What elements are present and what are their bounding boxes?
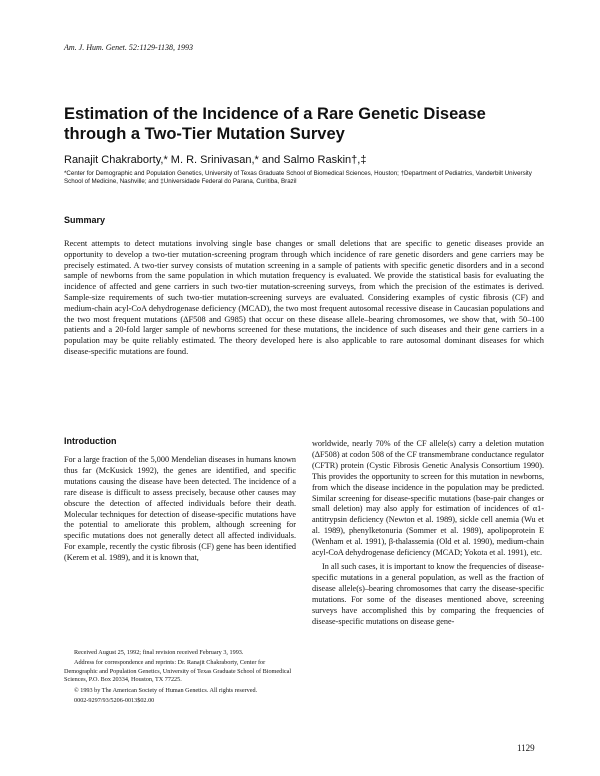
footnote-copyright: © 1993 by The American Society of Human Genetics. All rights reserved. <box>74 686 258 694</box>
footnote-received: Received August 25, 1992; final revision received February 3, 1993. <box>74 649 244 656</box>
intro-paragraph-2: In all such cases, it is important to know the frequencies of disease-specific mutations in a general population, as well as the fraction of disease allele(s)–bearing chromosomes that carry the disease-specific mutations. For some of the diseases mentioned above, screening surveys have accomplished this by comparing the frequencies of disease-specific mutations on disease gene- <box>312 561 544 626</box>
journal-citation: Am. J. Hum. Genet. 52:1129-1138, 1993 <box>64 43 194 52</box>
intro-paragraph-1: worldwide, nearly 70% of the CF allele(s) carry a deletion mutation (ΔF508) at codon 508 of the CF transmembrane conductance regulator (CFTR) protein (Cystic Fibrosis Genetic Analysis Consortium 1990). This provides the opportunity to screen for this mutation in newborns, from which the disease incidence in the population may be predicted. Similar screening for disease-specific mutations (base-pair changes or small deletion) may also apply for estimation of incidences of α1-antitrypsin deficiency (Newton et al. 1989), sickle cell anemia (Wu et al. 1989), phenylketonuria (Sommer et al. 1989), apolipoprotein E (Wenham et al. 1991), β-thalassemia (Old et al. 1990), medium-chain acyl-CoA dehydrogenase deficiency (MCAD; Yokota et al. 1991), etc. <box>312 439 544 558</box>
introduction-left-column: For a large fraction of the 5,000 Mendelian diseases in humans known thus far (McKusick 1992), the genes are identified, and specific mutations causing the disease have been detected. The incidence of a rare disease is difficult to assess precisely, because other causes may obscure the detection of affected individuals before their death. Molecular techniques for detection of disease-specific mutations have the potential to ameliorate this problem, although screening for specific mutations does not generally detect all affected individuals. For example, recently the cystic fibrosis (CF) gene has been identified (Kerem et al. 1989), and it is known that, <box>64 455 296 563</box>
article-title: Estimation of the Incidence of a Rare Genetic Disease through a Two-Tier Mutation Survey <box>64 105 486 143</box>
footnotes <box>64 649 296 707</box>
introduction-heading: Introduction <box>64 436 117 446</box>
introduction-right-column <box>312 439 544 627</box>
footnote-issn: 0002-9297/93/5206-0013$02.00 <box>74 697 155 705</box>
footnote-address: Address for correspondence and reprints: Dr. Ranajit Chakraborty, Center for Demographic and Population Genetics, University of Texas Graduate School of Biomedical Sciences, P.O. Box 20334, Houston, TX 77225. <box>64 659 292 684</box>
summary-heading: Summary <box>64 215 106 225</box>
author-affiliations: *Center for Demographic and Population Genetics, University of Texas Graduate School of Biomedical Sciences, Houston; †Department of Pediatrics, Vanderbilt University School of Medicine, Nashville; and ‡Universidade Federal do Parana, Curitiba, Brazil <box>64 170 532 185</box>
summary-text: Recent attempts to detect mutations involving single base changes or small deletions that are specific to genetic diseases provide an opportunity to develop a two-tier mutation-screening program through which incidence of rare genetic disorders and gene carriers may be precisely estimated. A two-tier survey consists of mutation screening in a sample of patients with specific genetic disorders and in a second sample of newborns from the same population in which mutation frequency is evaluated. We provide the statistical basis for evaluating the incidence of affected and gene carriers in such two-tier mutation-screening surveys, from which the precision of the estimates is derived. Sample-size requirements of such two-tier mutation-screening surveys are evaluated. Considering examples of cystic fibrosis (CF) and medium-chain acyl-CoA dehydrogenase deficiency (MCAD), the two most frequent autosomal recessive disease in Caucasian populations and the two most frequent mutations (ΔF508 and G985) that occur on these disease allele–bearing chromosomes, we show that, with 50–100 patients and a 20-fold larger sample of newborns screened for these mutations, the incidence of such diseases and their gene carriers in a population may be quite reliably estimated. The theory developed here is also applicable to rare autosomal dominant diseases for which disease-specific mutations are found. <box>64 239 544 356</box>
author-list: Ranajit Chakraborty,* M. R. Srinivasan,* and Salmo Raskin†,‡ <box>64 154 367 166</box>
page-number: 1129 <box>517 743 535 753</box>
